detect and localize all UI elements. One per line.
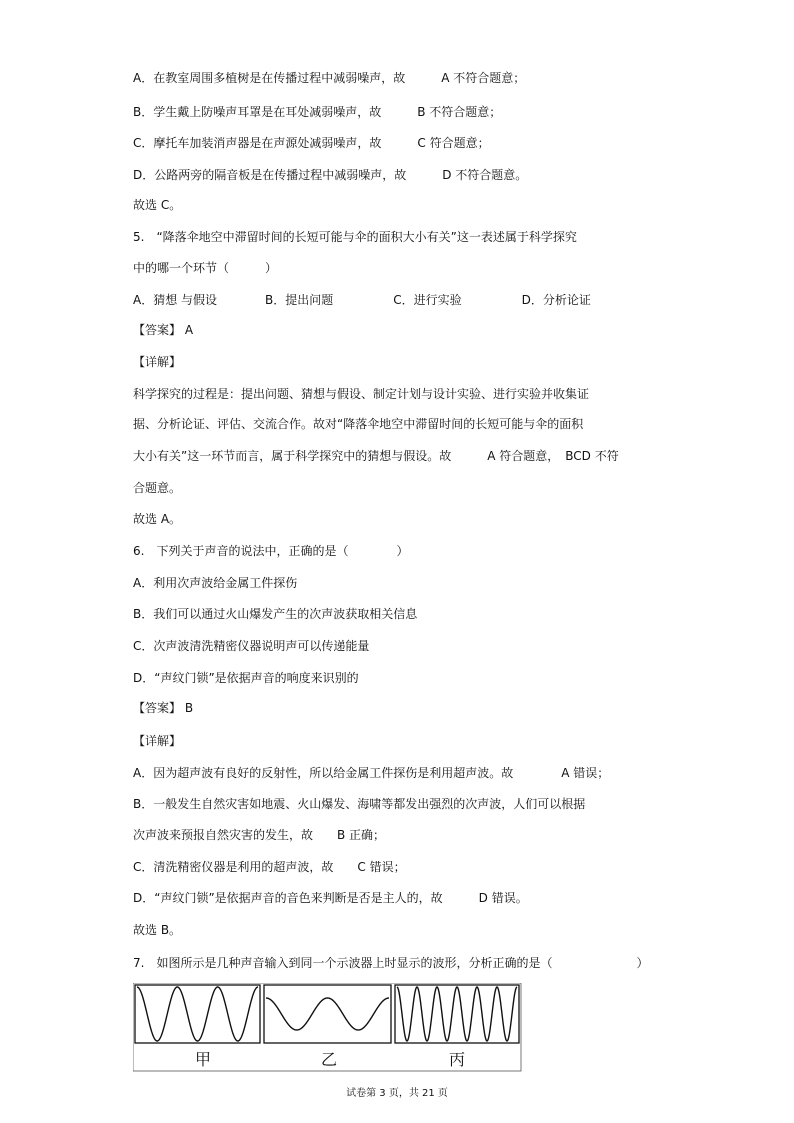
option-line: D．“声纹门锁”是依据声音的响度来识别的	[133, 671, 359, 685]
analysis-line: C．摩托车加装消声器是在声源处减弱噪声，故 C 符合题意；	[133, 136, 490, 150]
detail-line: C．清洗精密仪器是利用的超声波，故 C 错误；	[133, 860, 406, 874]
wave-frame-jia	[135, 985, 260, 1043]
wave-label-bing: 丙	[449, 1050, 466, 1069]
question-5-answer: 【答案】 A	[133, 323, 194, 337]
option-line: A．利用次声波给金属工件探伤	[133, 576, 298, 590]
detail-line: 大小有关”这一环节而言，属于科学探究中的猜想与假设。故 A 符合题意， BCD 不符	[133, 449, 619, 463]
waveform-figure	[133, 983, 523, 1073]
analysis-line: D．公路两旁的隔音板是在传播过程中减弱噪声，故 D 不符合题意。	[133, 168, 528, 182]
detail-line: 据、分析论证、评估、交流合作。故对“降落伞地空中滞留时间的长短可能与伞的面积	[133, 417, 584, 431]
conclusion-line: 故选 A。	[133, 512, 182, 526]
analysis-line: B．学生戴上防噪声耳罩是在耳处减弱噪声，故 B 不符合题意；	[133, 105, 502, 119]
detail-line: 科学探究的过程是：提出问题、猜想与假设、制定计划与设计实验、进行实验并收集证	[133, 387, 590, 401]
wave-frame-yi	[264, 985, 391, 1043]
wave-bing	[397, 987, 517, 1041]
option-line: C．次声波清洗精密仪器说明声可以传递能量	[133, 639, 370, 653]
question-5-stem: 5. “降落伞地空中滞留时间的长短可能与伞的面积大小有关”这一表述属于科学探究	[133, 230, 577, 244]
detail-line: B．一般发生自然灾害如地震、火山爆发、海啸等都发出强烈的次声波，人们可以根据	[133, 797, 586, 811]
question-5-detail-heading: 【详解】	[133, 355, 182, 369]
detail-line: 合题意。	[133, 481, 182, 495]
question-5-options: A．猜想 与假设 B．提出问题 C．进行实验 D．分析论证	[133, 293, 591, 307]
wave-label-jia: 甲	[195, 1050, 212, 1069]
wave-label-yi: 乙	[321, 1050, 338, 1069]
wave-frame-bing	[395, 985, 519, 1043]
detail-line: 次声波来预报自然灾害的发生，故 B 正确；	[133, 828, 386, 842]
wave-yi	[266, 998, 389, 1030]
wave-jia	[137, 987, 258, 1041]
option-line: B．我们可以通过火山爆发产生的次声波获取相关信息	[133, 607, 418, 621]
question-7-stem: 7. 如图所示是几种声音输入到同一个示波器上时显示的波形，分析正确的是（ ）	[133, 956, 649, 970]
analysis-line: A．在教室周围多植树是在传播过程中减弱噪声，故 A 不符合题意；	[133, 71, 526, 85]
question-6-stem: 6. 下列关于声音的说法中，正确的是（ ）	[133, 544, 409, 558]
detail-line: D．“声纹门锁”是依据声音的音色来判断是否是主人的，故 D 错误。	[133, 891, 528, 905]
detail-line: A．因为超声波有良好的反射性，所以给金属工件探伤是利用超声波。故 A 错误；	[133, 766, 610, 780]
conclusion-line: 故选 C。	[133, 198, 182, 212]
conclusion-line: 故选 B。	[133, 923, 182, 937]
question-6-answer: 【答案】 B	[133, 701, 194, 715]
question-5-stem-cont: 中的哪一个环节（ ）	[133, 261, 278, 275]
page-footer: 试卷第 3 页，共 21 页	[346, 1088, 448, 1099]
question-6-detail-heading: 【详解】	[133, 734, 182, 748]
